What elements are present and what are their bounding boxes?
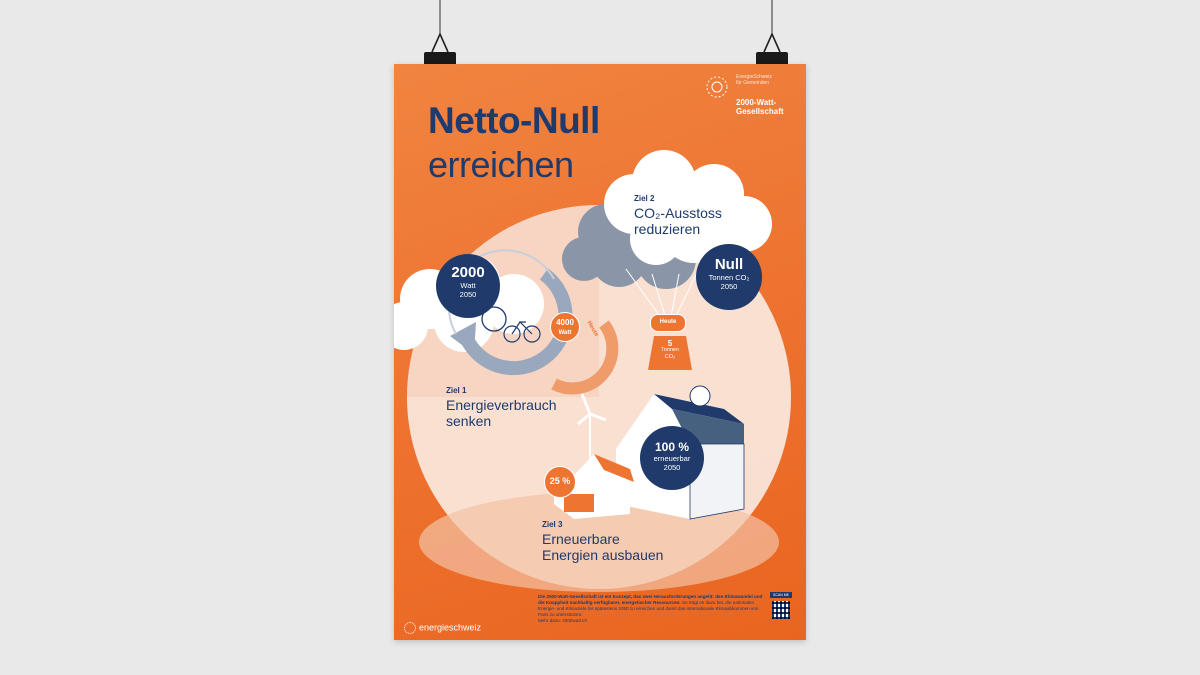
- disc-4000-tag: Heute: [585, 320, 600, 338]
- goal2-text-line2: reduzieren: [634, 221, 701, 238]
- goal3-text-line2: Energien ausbauen: [542, 547, 664, 564]
- disc-25-percent: 25 %: [544, 466, 576, 498]
- brand-big-text: [736, 98, 784, 116]
- qr-code-block: [770, 592, 792, 628]
- goal1-title: Ziel 1: [446, 386, 467, 395]
- goal1-text-line1: Energieverbrauch: [446, 397, 557, 414]
- disc-null-unit: Tonnen CO₂: [708, 273, 750, 282]
- energie-sun-logo-icon: [704, 74, 730, 100]
- weight-label: [648, 340, 692, 361]
- goal2-title: Ziel 2: [634, 194, 655, 203]
- disc-100-unit: erneuerbar: [653, 454, 691, 463]
- poster: [394, 64, 806, 640]
- disc-2000-value: 2000: [451, 264, 485, 281]
- disc-2000-year: 2050: [459, 290, 477, 299]
- poster-title-line2: erreichen: [428, 144, 574, 185]
- poster-title-line1: Netto-Null: [428, 100, 600, 141]
- weight-tag: Heute: [650, 314, 686, 332]
- goal3-text-line1: Erneuerbare: [542, 531, 620, 548]
- goal2-text-line1: CO₂-Ausstoss: [634, 205, 722, 222]
- disc-null-co2: [696, 244, 762, 310]
- goal3-title: Ziel 3: [542, 520, 563, 529]
- disc-null-year: 2050: [720, 282, 738, 291]
- brand-big-line1: 2000-Watt-: [736, 98, 777, 107]
- weight-unit1: Tonnen: [660, 347, 680, 353]
- house-tag: Heute: [566, 500, 583, 506]
- logo-text: energieschweiz: [419, 622, 482, 633]
- goal1-label: [446, 386, 557, 429]
- energieschweiz-logo: [404, 622, 481, 634]
- disc-4000-value: 4000: [556, 318, 574, 327]
- footer-more: Mehr dazu: 2000watt.ch: [538, 618, 588, 623]
- disc-2000-unit: Watt: [460, 281, 476, 290]
- disc-null-value: Null: [714, 256, 744, 273]
- footer-text: [538, 594, 768, 624]
- disc-2000-watt: [436, 254, 500, 318]
- sun-logo-icon: [404, 622, 416, 634]
- weight-value: 5: [667, 339, 673, 348]
- goal1-text-line2: senken: [446, 413, 492, 430]
- brand-small-line1: EnergieSchweiz: [736, 74, 772, 80]
- disc-4000-watt: [550, 312, 580, 342]
- qr-code-icon: [772, 601, 790, 619]
- goal3-label: [542, 520, 663, 563]
- brand-big-line2: Gesellschaft: [736, 107, 784, 116]
- footer-rest: So trägt es dazu bei, die nationalen Energie- und Klimaziele bis spätestens 2050 zu erreichen und damit das internationale Klimaabkommen von Paris zu unterstützen.: [538, 600, 759, 617]
- goal2-label: [634, 194, 722, 237]
- brand-small-text: [736, 74, 772, 86]
- qr-tag: SCAN ME: [770, 592, 792, 598]
- disc-100-percent: [640, 426, 704, 490]
- disc-4000-unit: Watt: [558, 330, 572, 336]
- disc-100-value: 100 %: [654, 440, 690, 454]
- footer-bold: Die 2000-Watt-Gesellschaft ist ein Konzept, das zwei Herausforderungen angeht: den Klimawandel und die Knappheit nachhaltig verfügbarer, energetischer Ressourcen.: [538, 594, 763, 605]
- weight-unit2: CO₂: [664, 354, 676, 360]
- disc-100-year: 2050: [663, 463, 681, 472]
- brand-small-line2: für Gemeinden: [736, 80, 770, 86]
